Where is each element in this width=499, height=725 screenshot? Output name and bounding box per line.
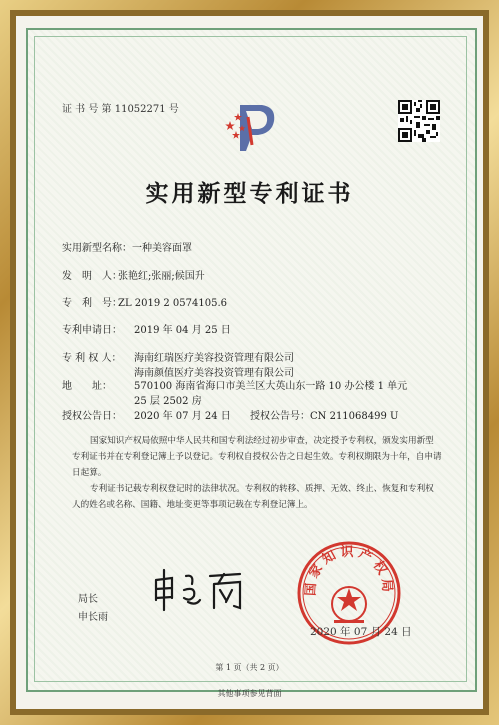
body-paragraph-2: 专利证书记载专利权登记时的法律状况。专利权的转移、质押、无效、终止、恢复和专利权人的姓名或名称、国籍、地址变更等事项记载在专利登记簿上。 xyxy=(72,484,434,510)
utility-name-value: 一种美容面罩 xyxy=(132,243,192,254)
patentee-value-2: 海南颜值医疗美容投资管理有限公司 xyxy=(134,368,294,379)
director-title: 局长 xyxy=(78,594,98,605)
address-value-1: 570100 海南省海口市美兰区大英山东一路 10 办公楼 1 单元 xyxy=(134,381,408,392)
patentee-label: 专 利 权 人： xyxy=(62,353,122,364)
patentee-value-1: 海南红瑞医疗美容投资管理有限公司 xyxy=(134,353,294,364)
address-label: 地 址： xyxy=(62,381,112,392)
grant-date-value: 2020 年 07 月 24 日 xyxy=(134,411,231,422)
row-grant-number xyxy=(250,407,398,422)
filing-date-label: 专利申请日： xyxy=(62,325,122,336)
svg-text:国家知识产权局 xyxy=(303,544,395,597)
row-patent-number xyxy=(62,294,227,309)
row-inventor xyxy=(62,267,205,282)
footer-note: 其他事项参见背面 xyxy=(217,689,282,698)
director-signature xyxy=(148,562,248,620)
patent-office-emblem-icon xyxy=(222,95,282,159)
certificate-number: 证 书 号 第 11052271 号 xyxy=(62,104,179,115)
row-utility-name xyxy=(62,239,192,254)
row-patentee xyxy=(62,349,294,364)
inventor-label: 发 明 人： xyxy=(62,271,122,282)
body-paragraph-1: 国家知识产权局依照中华人民共和国专利法经过初步审查，决定授予专利权，颁发实用新型专利证书并在专利登记簿上予以登记。专利权自授权公告之日起生效。专利权期限为十年，自申请日起算。 xyxy=(72,436,442,478)
grant-number-label: 授权公告号： xyxy=(250,411,310,422)
qr-code xyxy=(398,100,440,146)
grant-number-value: CN 211068499 U xyxy=(310,411,399,422)
seal-date: 2020 年 07 月 24 日 xyxy=(310,626,412,638)
seal-text: 国家知识产权局 xyxy=(303,544,395,597)
certificate-title: 实用新型专利证书 xyxy=(145,180,354,207)
row-address-2 xyxy=(134,392,202,407)
address-value-2: 25 层 2502 房 xyxy=(134,396,202,407)
row-address xyxy=(62,377,407,392)
row-grant-date xyxy=(62,407,231,422)
row-filing-date xyxy=(62,321,231,336)
filing-date-value: 2019 年 04 月 25 日 xyxy=(134,325,231,336)
patent-number-value: ZL 2019 2 0574105.6 xyxy=(118,298,228,309)
patent-number-label: 专 利 号： xyxy=(62,298,122,309)
inventor-value: 张艳红;张丽;候国升 xyxy=(118,271,205,282)
utility-name-label: 实用新型名称： xyxy=(62,243,132,254)
director-name: 申长雨 xyxy=(78,612,108,623)
page-indicator: 第 1 页（共 2 页） xyxy=(215,663,284,672)
grant-date-label: 授权公告日： xyxy=(62,411,122,422)
